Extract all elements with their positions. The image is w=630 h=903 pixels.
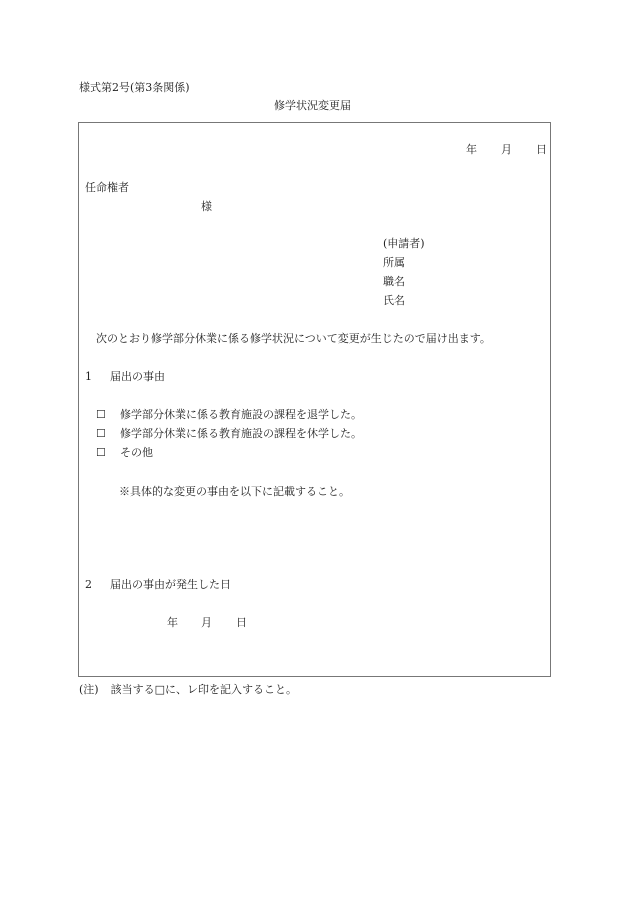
option-other[interactable] <box>96 446 153 460</box>
page-title: 修学状況変更届 <box>274 99 351 112</box>
option-label: 修学部分休業に係る教育施設の課程を休学した。 <box>120 427 362 440</box>
form-box <box>78 122 551 677</box>
applicant-heading: (申請者) <box>383 237 425 250</box>
form-number: 様式第2号(第3条関係) <box>79 81 190 94</box>
option-label: その他 <box>120 446 153 459</box>
addressee-honorific: 様 <box>201 200 212 213</box>
date-month-label: 月 <box>501 143 512 156</box>
date-day-label: 日 <box>536 143 547 156</box>
applicant-name-label: 氏名 <box>383 294 405 307</box>
date-year-label: 年 <box>466 143 477 156</box>
footer-note <box>79 683 297 697</box>
checkbox-icon[interactable]: ☐ <box>96 446 106 459</box>
section1-number: 1 <box>85 370 92 383</box>
applicant-affiliation-label: 所属 <box>383 256 405 269</box>
checkbox-icon[interactable]: ☐ <box>96 427 106 440</box>
section2-title: 届出の事由が発生した日 <box>110 578 231 591</box>
footer-note-text: 該当する□に、レ印を記入すること。 <box>110 683 297 696</box>
occurrence-month-label: 月 <box>201 616 212 629</box>
addressee-label: 任命権者 <box>85 181 129 194</box>
footer-note-label: (注) <box>79 683 99 696</box>
occurrence-year-label: 年 <box>167 616 178 629</box>
intro-text: 次のとおり修学部分休業に係る修学状況について変更が生じたので届け出ます。 <box>96 332 491 345</box>
section1-title: 届出の事由 <box>110 370 165 383</box>
option-leave-of-absence[interactable] <box>96 427 362 441</box>
occurrence-day-label: 日 <box>236 616 247 629</box>
option-withdrew[interactable] <box>96 408 362 422</box>
section1-note: ※具体的な変更の事由を以下に記載すること。 <box>119 485 350 498</box>
section2-number: 2 <box>85 578 92 591</box>
section1-heading <box>85 370 165 384</box>
option-label: 修学部分休業に係る教育施設の課程を退学した。 <box>120 408 362 421</box>
section2-heading <box>85 578 231 592</box>
checkbox-icon[interactable]: ☐ <box>96 408 106 421</box>
applicant-position-label: 職名 <box>383 275 405 288</box>
